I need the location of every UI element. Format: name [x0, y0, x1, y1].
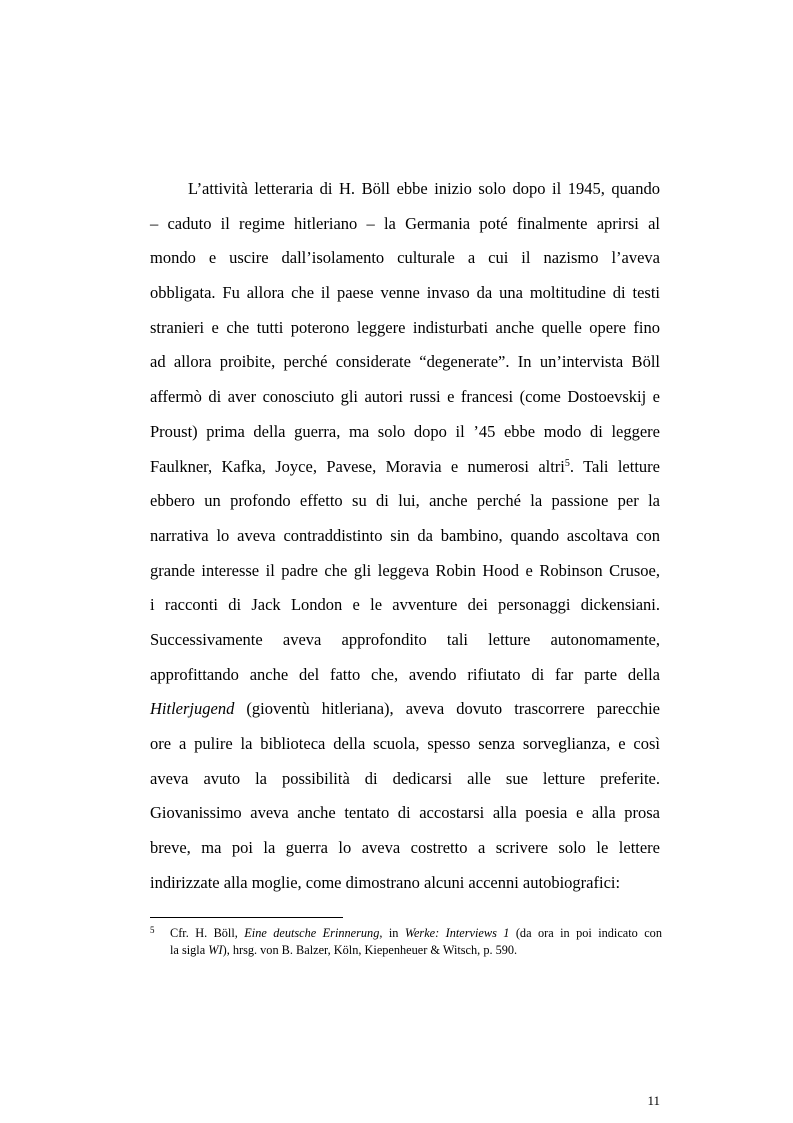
text-line: obbligata. Fu allora che il paese venne invaso da una moltitudine di testi	[150, 283, 660, 303]
footnote-reference: 5	[564, 457, 570, 469]
text-segment: la sigla	[170, 942, 209, 957]
text-line: narrativa lo aveva contraddistinto sin da bambino, quando ascoltava con	[150, 525, 660, 545]
text-line: Giovanissimo aveva anche tentato di accostarsi alla poesia e alla prosa	[150, 803, 660, 823]
text-line: Successivamente aveva approfondito tali letture autonomamente,	[150, 629, 660, 649]
text-segment: (da ora in poi indicato con	[509, 926, 662, 940]
text-line: Proust) prima della guerra, ma solo dopo il ’45 ebbe modo di leggere	[150, 421, 660, 441]
text-line	[150, 692, 660, 727]
text-segment: Faulkner, Kafka, Joyce, Pavese, Moravia e numerosi altri	[150, 456, 565, 476]
text-line: ad allora proibite, perché considerate “degenerate”. In un’intervista Böll	[150, 352, 660, 372]
text-line: approfittando anche del fatto che, avendo rifiutato di far parte della	[150, 664, 660, 684]
book-title: Werke: Interviews 1	[404, 926, 510, 940]
text-line: indirizzate alla moglie, come dimostrano alcuni accenni autobiografici:	[150, 872, 621, 892]
text-line: breve, ma poi la guerra lo aveva costretto a scrivere solo le lettere	[150, 838, 660, 858]
footnote-line	[170, 942, 662, 959]
text-line: mondo e uscire dall’isolamento culturale a cui il nazismo l’aveva	[150, 248, 660, 268]
text-segment: . Tali letture	[569, 456, 660, 476]
text-line: L’attività letteraria di H. Böll ebbe inizio solo dopo il 1945, quando	[188, 179, 660, 198]
page-number: 11	[647, 1093, 660, 1108]
italic-term: Hitlerjugend	[150, 699, 235, 719]
text-line: ebbero un profondo effetto su di lui, anche perché la passione per la	[150, 491, 660, 511]
text-line: i racconti di Jack London e le avventure dei personaggi dickensiani.	[150, 595, 660, 615]
text-segment: ), hrsg. von B. Balzer, Köln, Kiepenheuer & Witsch, p. 590.	[222, 942, 518, 957]
text-line	[150, 450, 660, 485]
text-segment: , in	[379, 926, 405, 940]
footnote-text	[170, 925, 662, 958]
footnote-number: 5	[150, 925, 155, 935]
footnote-line	[170, 925, 662, 942]
abbreviation: WI	[208, 942, 223, 957]
text-line: ore a pulire la biblioteca della scuola, spesso senza sorveglianza, e così	[150, 734, 660, 753]
text-segment: (gioventù hitleriana), aveva dovuto trascorrere parecchie	[234, 699, 660, 719]
footnote	[150, 925, 662, 958]
text-line: – caduto il regime hitleriano – la Germania poté finalmente aprirsi al	[150, 213, 660, 233]
text-line: affermò di aver conosciuto gli autori russi e francesi (come Dostoevskij e	[150, 387, 660, 407]
body-paragraph	[150, 172, 660, 900]
text-segment: Cfr. H. Böll,	[170, 926, 245, 940]
footnote-separator	[150, 917, 343, 918]
book-title: Eine deutsche Erinnerung	[244, 926, 380, 940]
text-line: stranieri e che tutti poterono leggere indisturbati anche quelle opere fino	[150, 317, 660, 337]
text-line: aveva avuto la possibilità di dedicarsi alle sue letture preferite.	[150, 768, 660, 788]
text-line: grande interesse il padre che gli leggeva Robin Hood e Robinson Crusoe,	[150, 560, 660, 580]
